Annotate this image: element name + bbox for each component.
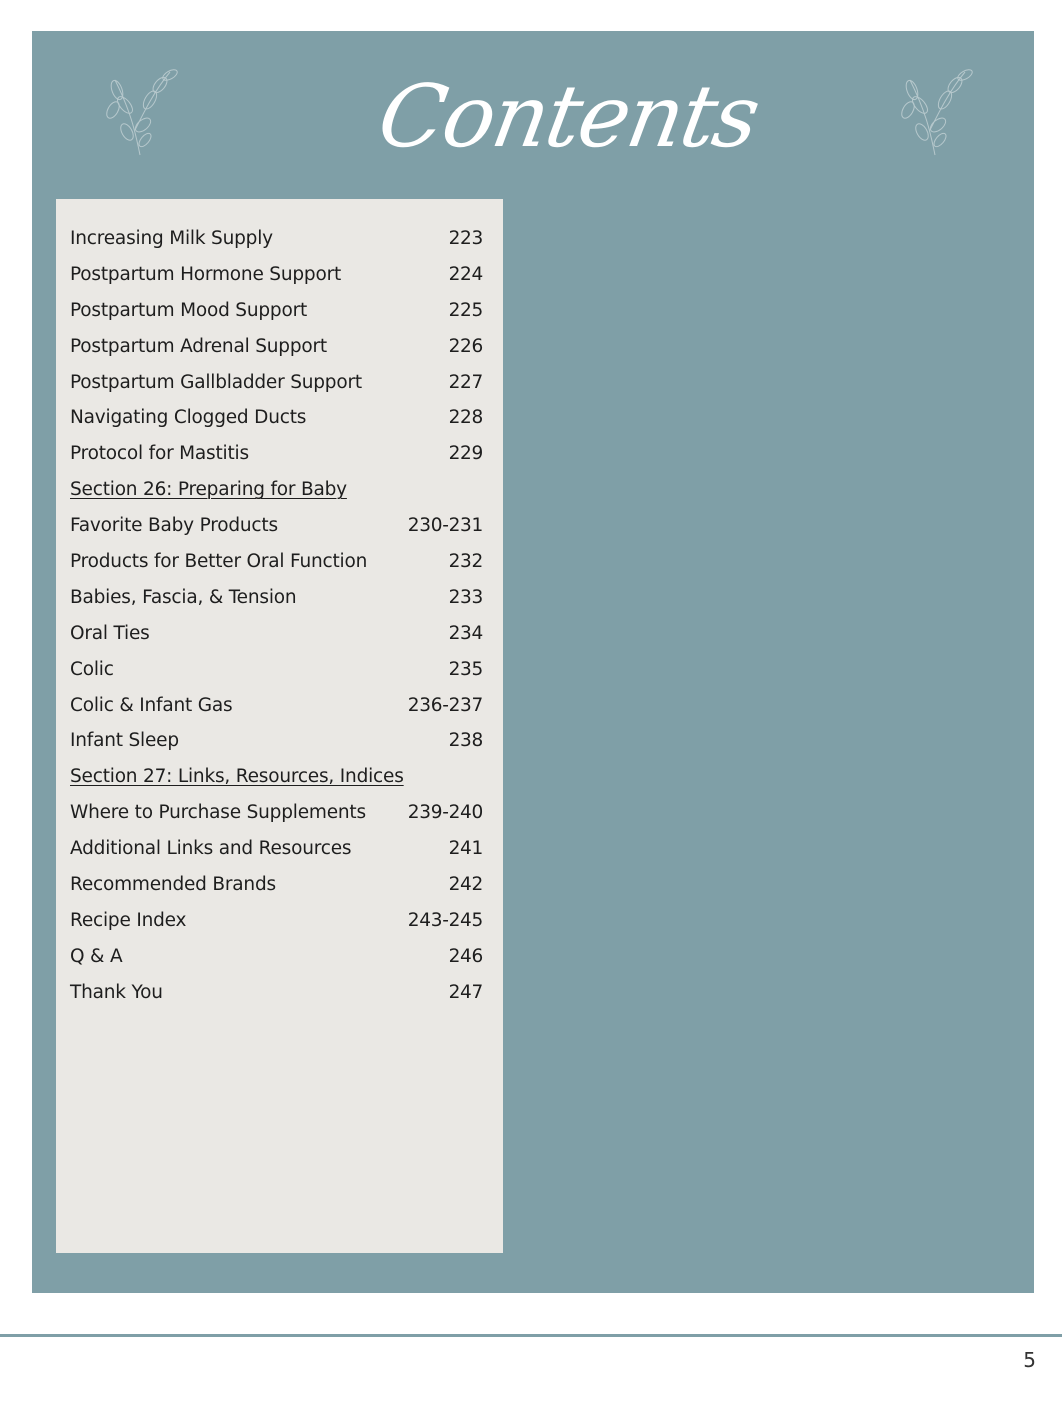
toc-entry-label: Babies, Fascia, & Tension xyxy=(70,586,297,608)
toc-entry[interactable] xyxy=(70,580,483,616)
toc-entry-page: 236-237 xyxy=(407,694,483,716)
page-number: 5 xyxy=(1023,1348,1036,1372)
toc-entry-label: Where to Purchase Supplements xyxy=(70,802,366,824)
toc-entry-label: Section 26: Preparing for Baby xyxy=(70,479,347,501)
toc-entry-page: 232 xyxy=(448,551,483,573)
toc-section-heading[interactable] xyxy=(70,472,483,508)
toc-entry-label: Postpartum Hormone Support xyxy=(70,263,342,285)
toc-entry[interactable] xyxy=(70,975,483,1011)
toc-entry-page: 234 xyxy=(448,622,483,644)
toc-entry-label: Recommended Brands xyxy=(70,874,276,896)
toc-entry-page: 247 xyxy=(448,981,483,1003)
toc-entry-label: Postpartum Gallbladder Support xyxy=(70,371,362,393)
toc-entry-page: 229 xyxy=(448,443,483,465)
toc-entry-page: 235 xyxy=(448,658,483,680)
toc-entry-label: Thank You xyxy=(70,981,163,1003)
toc-entry[interactable] xyxy=(70,795,483,831)
toc-entry[interactable] xyxy=(70,436,483,472)
toc-entry-page: 226 xyxy=(448,335,483,357)
toc-entry-page: 243-245 xyxy=(407,909,483,931)
toc-entry[interactable] xyxy=(70,831,483,867)
toc-entry[interactable] xyxy=(70,400,483,436)
toc-entry-page: 230-231 xyxy=(407,515,483,537)
toc-entry-label: Section 27: Links, Resources, Indices xyxy=(70,766,404,788)
toc-entry[interactable] xyxy=(70,508,483,544)
toc-entry[interactable] xyxy=(70,939,483,975)
toc-entry[interactable] xyxy=(70,544,483,580)
toc-box xyxy=(56,199,503,1253)
toc-entry[interactable] xyxy=(70,329,483,365)
toc-entry[interactable] xyxy=(70,867,483,903)
toc-entry-page: 223 xyxy=(448,228,483,249)
toc-entry[interactable] xyxy=(70,652,483,688)
toc-entry-page: 239-240 xyxy=(407,802,483,824)
toc-entry-page: 228 xyxy=(448,407,483,429)
toc-entry[interactable] xyxy=(70,903,483,939)
toc-entry-page: 227 xyxy=(448,371,483,393)
toc-entry-page: 233 xyxy=(448,586,483,608)
leaf-sprig-icon xyxy=(95,60,185,160)
toc-entry-label: Products for Better Oral Function xyxy=(70,551,368,573)
toc-entry-label: Recipe Index xyxy=(70,909,187,931)
toc-entry-page: 241 xyxy=(448,838,483,860)
page-title: Contents xyxy=(371,67,766,167)
toc-entry[interactable] xyxy=(70,723,483,759)
toc-entry-label: Protocol for Mastitis xyxy=(70,443,249,465)
toc-entry-label: Infant Sleep xyxy=(70,730,179,752)
toc-entry-label: Increasing Milk Supply xyxy=(70,228,273,249)
toc-entry[interactable] xyxy=(70,616,483,652)
toc-entry-label: Postpartum Adrenal Support xyxy=(70,335,327,357)
toc-section-heading[interactable] xyxy=(70,759,483,795)
footer-rule xyxy=(0,1334,1062,1337)
leaf-sprig-icon xyxy=(890,60,980,160)
toc-entry-page: 242 xyxy=(448,874,483,896)
toc-entry[interactable] xyxy=(70,221,483,257)
toc-entry-label: Favorite Baby Products xyxy=(70,515,278,537)
toc-entry-label: Additional Links and Resources xyxy=(70,838,352,860)
toc-entry-page: 225 xyxy=(448,299,483,321)
toc-entry-label: Oral Ties xyxy=(70,622,150,644)
toc-entry-label: Navigating Clogged Ducts xyxy=(70,407,307,429)
toc-entry-page: 238 xyxy=(448,730,483,752)
toc-entry-page: 224 xyxy=(448,263,483,285)
toc-entry[interactable] xyxy=(70,365,483,401)
toc-entry-label: Q & A xyxy=(70,945,123,967)
toc-entry-label: Colic & Infant Gas xyxy=(70,694,233,716)
toc-entry[interactable] xyxy=(70,257,483,293)
toc-entry-label: Postpartum Mood Support xyxy=(70,299,308,321)
toc-entry[interactable] xyxy=(70,293,483,329)
toc-list xyxy=(70,221,483,1011)
toc-entry[interactable] xyxy=(70,688,483,724)
toc-entry-page: 246 xyxy=(448,945,483,967)
toc-entry-label: Colic xyxy=(70,658,114,680)
